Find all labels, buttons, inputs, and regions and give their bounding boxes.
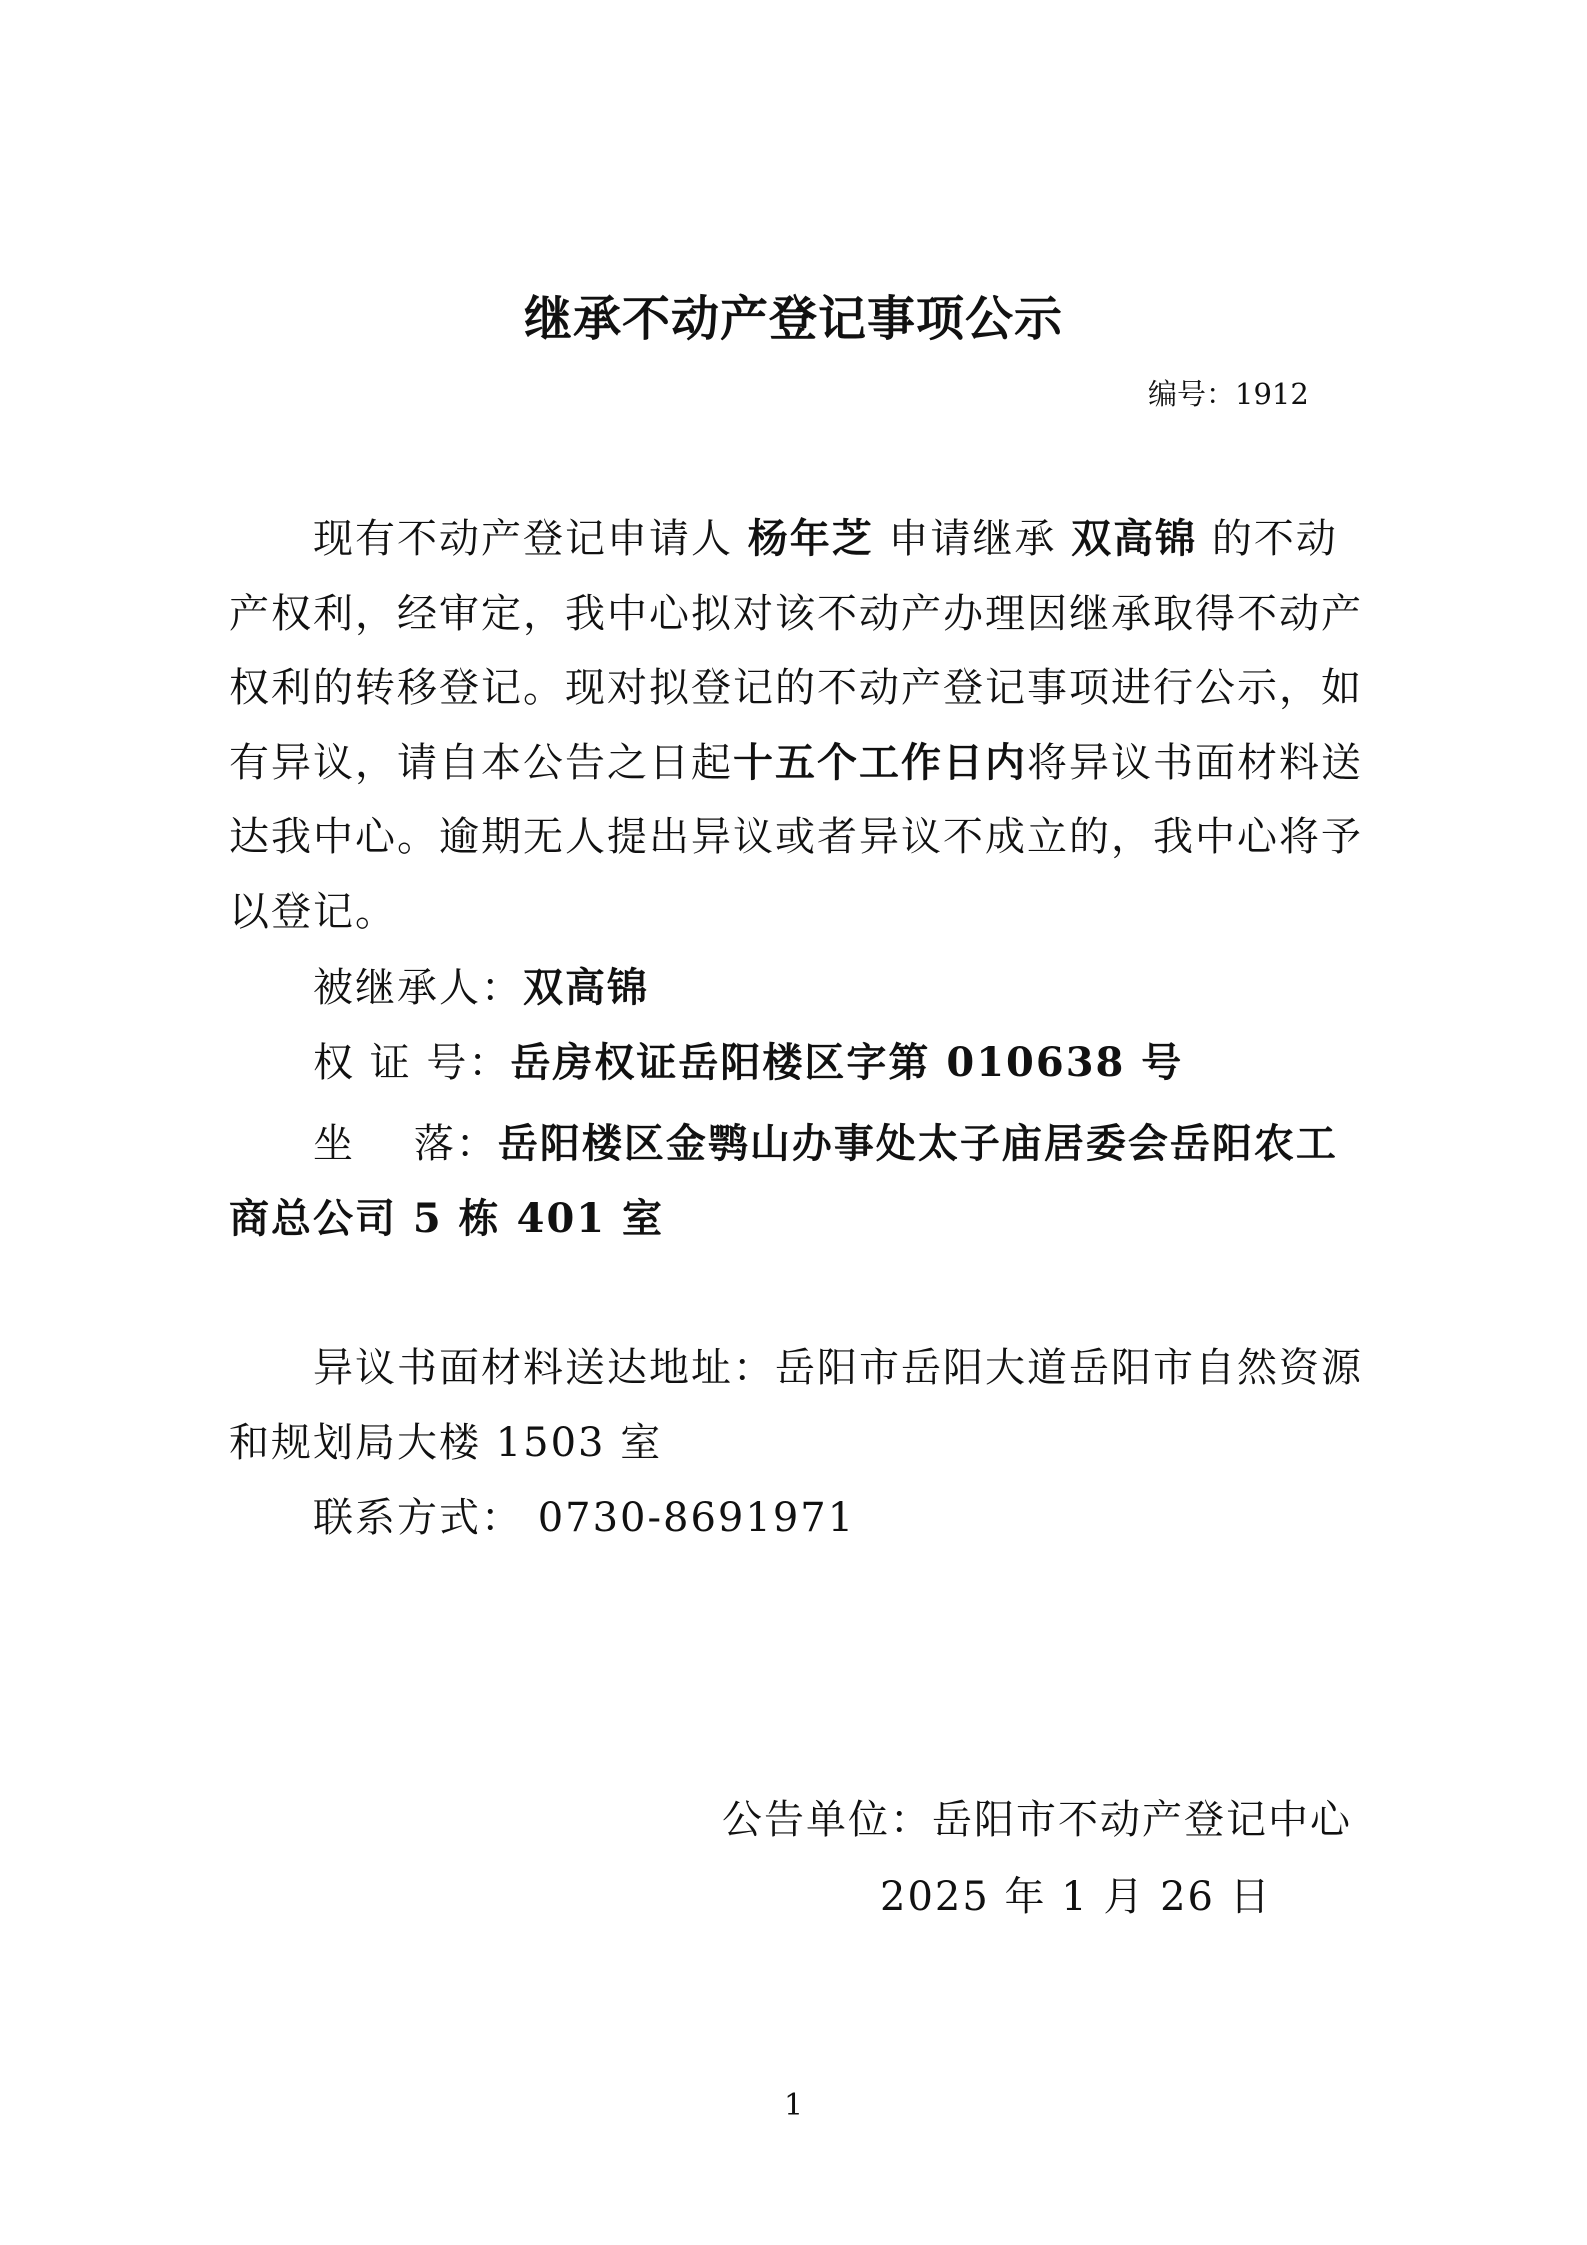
issuer: 公告单位：岳阳市不动产登记中心 bbox=[722, 1797, 1352, 1843]
contact-info: 联系方式： 0730-8691971 bbox=[313, 1495, 856, 1541]
decedent-name: 双高锦 bbox=[1071, 515, 1198, 562]
location-label: 坐 落： bbox=[313, 1121, 498, 1167]
location-field bbox=[313, 1112, 1338, 1169]
document-number: 编号：1912 bbox=[1148, 377, 1309, 411]
paragraph-text-2: 申请继承 bbox=[888, 516, 1057, 562]
paragraph-text-3: 的不动产权利，经审定，我中心拟对该不动产办理因继承取得不动产权利的转移登记。现对拟登记的不动产登记事项进行公示，如有异议，请自本公告之日起 bbox=[229, 516, 1363, 786]
objection-address-line1: 异议书面材料送达地址：岳阳市岳阳大道岳阳市自然资源 bbox=[313, 1345, 1363, 1391]
decedent-label: 被继承人： bbox=[313, 965, 523, 1011]
issue-date: 2025 年 1 月 26 日 bbox=[880, 1874, 1272, 1920]
certificate-field bbox=[313, 1031, 1183, 1088]
page-number: 1 bbox=[783, 2088, 804, 2123]
objection-address-line2: 和规划局大楼 1503 室 bbox=[229, 1420, 663, 1466]
certificate-value: 岳房权证岳阳楼区字第 010638 号 bbox=[510, 1039, 1184, 1086]
location-value-line1: 岳阳楼区金鹗山办事处太子庙居委会岳阳农工 bbox=[497, 1120, 1338, 1167]
location-value-line2: 商总公司 5 栋 401 室 bbox=[229, 1195, 665, 1242]
certificate-label: 权 证 号： bbox=[313, 1040, 511, 1086]
decedent-field bbox=[313, 956, 649, 1013]
applicant-name: 杨年芝 bbox=[747, 515, 874, 562]
objection-period: 十五个工作日内 bbox=[733, 738, 1027, 786]
paragraph-text-4: 将异议书面材料送达我中心。逾期无人提出异议或者异议不成立的，我中心将予以登记。 bbox=[229, 739, 1363, 935]
paragraph-text-1: 现有不动产登记申请人 bbox=[313, 516, 733, 562]
decedent-value: 双高锦 bbox=[523, 964, 649, 1011]
notice-paragraph bbox=[229, 502, 1369, 949]
document-title: 继承不动产登记事项公示 bbox=[523, 291, 1063, 347]
